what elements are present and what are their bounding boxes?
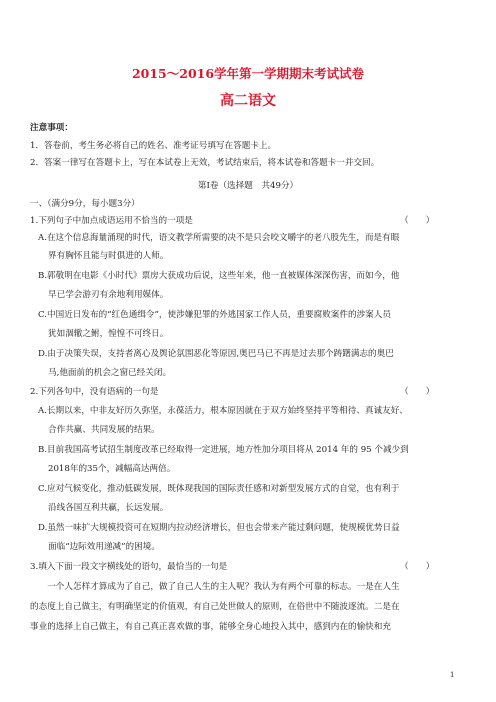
q2-option-c-cont: 沿线各国互利共赢，长远发展。 (48, 503, 169, 513)
answer-paren: （ ） (400, 562, 435, 572)
q3-passage-line: 事业的选择上自己做主，有自己真正喜欢做的事，能够全身心地投入其中，感到内在的愉快和充 (30, 622, 391, 632)
q2-option-b-cont: 2018年的35个，减幅高达两倍。 (48, 464, 176, 474)
question-1-stem: 1.下列句子中加点成语运用不恰当的一项是 (30, 216, 193, 226)
q1-option-d: D.由于决策失误，支持者离心及舆论氛围恶化等原因,奥巴马已不再是过去那个踌躇满志的奥巴 (38, 349, 394, 359)
q2-option-b: B.目前我国高考试招生制度改革已经取得一定进展，地方性加分项目将从 2014 年的 95 个减少到 (38, 445, 409, 455)
q2-option-a-cont: 合作共赢、共同发展的结果。 (48, 425, 160, 435)
q2-option-a: A.长期以来，中非友好历久弥坚，永葆活力，根本原因就在于双方始终坚持平等相待、真诚友好、 (38, 406, 408, 416)
q2-option-d: D.虽然一味扩大规模投资可在短期内拉动经济增长，但也会带来产能过剩问题，使规模优势日益 (38, 523, 400, 533)
notice-item: 2．答案一律写在答题卡上，写在本试卷上无效，考试结束后，将本试卷和答题卡一并交回。 (30, 158, 380, 168)
page-number: 1 (450, 671, 455, 679)
q1-option-c-cont: 犹如涸辙之鲋，惶惶不可终日。 (48, 329, 169, 339)
q1-option-b-cont: 早已学会游刃有余地利用媒体。 (48, 290, 169, 300)
q2-option-c: C.应对气候变化，推动低碳发展，既体现我国的国际责任感和对新型发展方式的自觉，也有利于 (38, 484, 400, 494)
q1-option-d-cont: 马,他面前的机会之窗已经关闭。 (48, 368, 172, 378)
answer-paren: （ ） (400, 387, 435, 397)
notice-heading: 注意事项： (30, 123, 73, 133)
part-one-heading: 一、（满分9分，每小题3分） (30, 199, 140, 209)
q3-passage-line: 的态度上自己做主，有明确坚定的价值观，有自己处世做人的原则，在俗世中不随波逐流。二是在 (30, 602, 400, 612)
q1-option-a: A.在这个信息海量涌现的时代，语文教学所需要的决不是只会咬文嚼字的老八股先生，而是有眼 (38, 233, 400, 243)
question-3-stem: 3.填入下面一段文字横线处的语句，最恰当的一句是 (30, 562, 228, 572)
notice-item: 1．答卷前，考生务必将自己的姓名、准考证号填写在答题卡上。 (30, 141, 277, 151)
exam-subject: 高二语文 (220, 93, 276, 109)
section-title: 第Ⅰ卷（选择题 共49分） (197, 181, 299, 191)
q2-option-d-cont: 面临“边际效用递减”的困境。 (48, 542, 160, 552)
question-2-stem: 2.下列各句中，没有语病的一句是 (30, 387, 159, 397)
answer-paren: （ ） (400, 216, 435, 226)
q1-option-a-cont: 界有胸怀且能与时俱进的人师。 (48, 251, 169, 261)
q3-passage-line: 一个人怎样才算成为了自己，做了自己人生的主人呢？我认为有两个可靠的标志。一是在人生 (30, 582, 400, 592)
q1-option-c: C.中国近日发布的“红色通缉令”，使涉嫌犯罪的外逃国家工作人员，重要腐败案件的涉案人员 (38, 310, 391, 320)
q1-option-b: B.郭敬明在电影《小时代》票房大获成功后说，这些年来，他一直被媒体深深伤害，而如今，他 (38, 271, 400, 281)
exam-title: 2015～2016学年第一学期期末考试试卷 (131, 66, 365, 81)
